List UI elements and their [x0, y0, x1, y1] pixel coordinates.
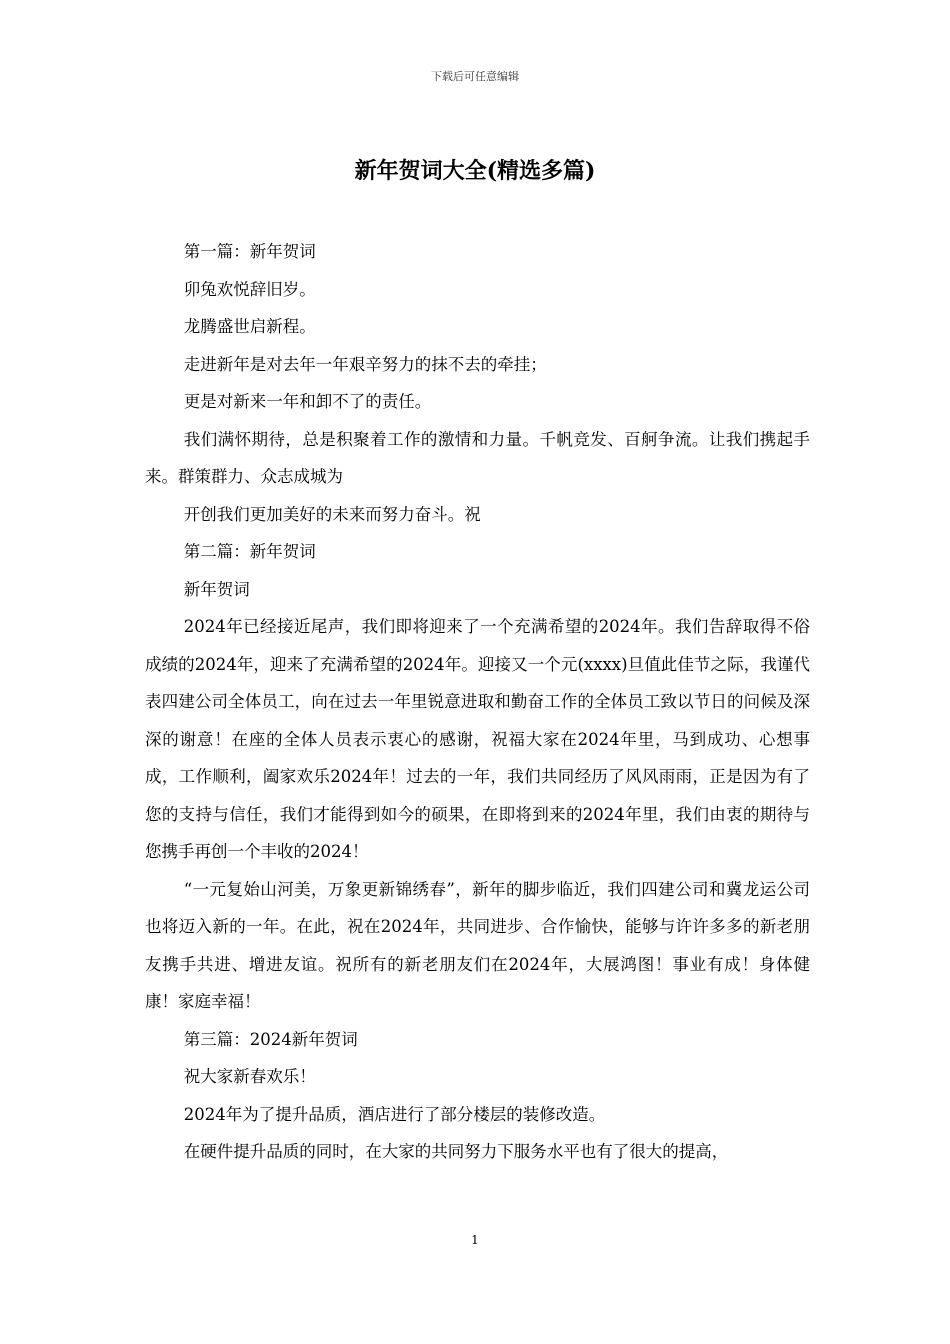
- paragraph-part2-heading: 第二篇：新年贺词: [183, 542, 316, 561]
- paragraph: 在硬件提升品质的同时，在大家的共同努力下服务水平也有了很大的提高，: [183, 1142, 729, 1161]
- paragraph: 卯兔欢悦辞旧岁。: [183, 279, 316, 299]
- paragraph: 龙腾盛世启新程。: [183, 317, 316, 336]
- page-number: 1: [471, 1233, 479, 1247]
- paragraph: 新年贺词: [183, 579, 250, 599]
- document-title: 新年贺词大全(精选多篇): [354, 158, 596, 184]
- paragraph-part1-heading: 第一篇：新年贺词: [183, 242, 316, 261]
- paragraph: 祝大家新春欢乐！: [183, 1067, 316, 1086]
- paragraph: 开创我们更加美好的未来而努力奋斗。祝: [183, 504, 481, 524]
- header-note: 下载后可任意编辑: [431, 70, 519, 83]
- paragraph: 走进新年是对去年一年艰辛努力的抹不去的牵挂；: [183, 354, 547, 374]
- paragraph: 我们满怀期待，总是积聚着工作的激情和力量。千帆竞发、百舸争流。让我们携起手来。群策群力、众志成城为: [145, 429, 810, 486]
- paragraph: “一元复始山河美，万象更新锦绣春”，新年的脚步临近，我们四建公司和冀龙运公司也将迈入新的一年。在此，祝在2024年，共同进步、合作愉快，能够与许许多多的新老朋友携手共进、增进友谊。祝所有的新老朋友们在2024年，大展鸿图！事业有成！身体健康！家庭幸福！: [145, 879, 810, 1011]
- paragraph: 2024年已经接近尾声，我们即将迎来了一个充满希望的2024年。我们告辞取得不俗成绩的2024年，迎来了充满希望的2024年。迎接又一个元(xxxx)旦值此佳节之际，我谨代表四建公司全体员工，向在过去一年里锐意进取和勤奋工作的全体员工致以节日的问候及深深的谢意！在座的全体人员表示衷心的感谢，祝福大家在2024年里，马到成功、心想事成，工作顺利，阖家欢乐2024年！过去的一年，我们共同经历了风风雨雨，正是因为有了您的支持与信任，我们才能得到如今的硕果，在即将到来的2024年里，我们由衷的期待与您携手再创一个丰收的2024！: [145, 617, 810, 861]
- paragraph: 更是对新来一年和卸不了的责任。: [183, 392, 432, 411]
- paragraph-part3-heading: 第三篇：2024新年贺词: [183, 1029, 358, 1049]
- document-body: [145, 233, 810, 1171]
- paragraph: 2024年为了提升品质，酒店进行了部分楼层的装修改造。: [183, 1104, 606, 1124]
